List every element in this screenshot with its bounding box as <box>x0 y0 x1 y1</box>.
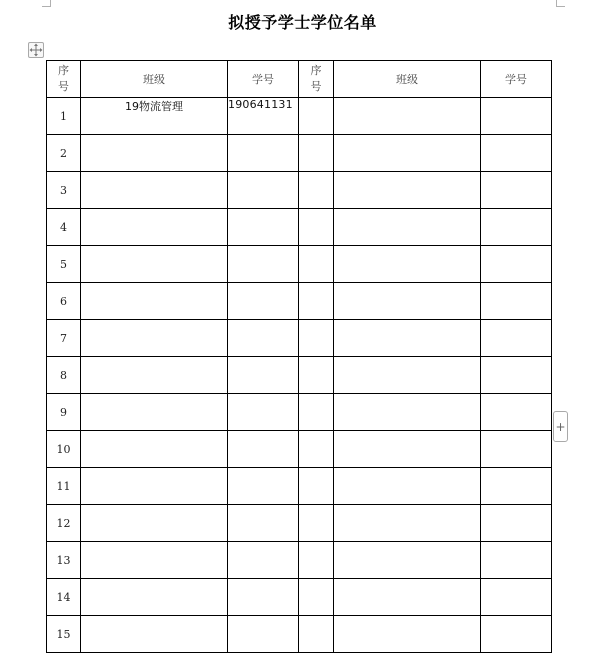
row-number-cell: 14 <box>47 579 81 616</box>
table-row <box>47 172 552 209</box>
page-corner-mark-left <box>42 0 51 7</box>
student-id-cell-right[interactable] <box>481 468 552 505</box>
class-cell[interactable] <box>81 209 228 246</box>
row-number-cell: 2 <box>47 135 81 172</box>
header-seq-left <box>47 61 81 98</box>
student-id-cell-right[interactable] <box>481 320 552 357</box>
table-row <box>47 431 552 468</box>
student-id-cell-right[interactable] <box>481 616 552 653</box>
class-cell-right[interactable] <box>334 579 481 616</box>
class-cell-right[interactable] <box>334 98 481 135</box>
table-row <box>47 357 552 394</box>
class-cell[interactable] <box>81 505 228 542</box>
class-cell-right[interactable] <box>334 431 481 468</box>
row-number-cell-right[interactable] <box>299 172 334 209</box>
row-number-cell: 13 <box>47 542 81 579</box>
table-row <box>47 98 552 135</box>
student-id-cell-right[interactable] <box>481 98 552 135</box>
row-number-cell: 7 <box>47 320 81 357</box>
class-cell[interactable] <box>81 616 228 653</box>
student-id-cell[interactable] <box>228 505 299 542</box>
student-id-cell[interactable]: 190641131 <box>228 98 299 135</box>
student-id-cell-right[interactable] <box>481 505 552 542</box>
row-number-cell: 15 <box>47 616 81 653</box>
table-row <box>47 394 552 431</box>
page-corner-mark-right <box>556 0 565 7</box>
table-row <box>47 320 552 357</box>
header-seq-top: 序 <box>310 64 322 77</box>
student-id-cell-right[interactable] <box>481 135 552 172</box>
row-number-cell: 1 <box>47 98 81 135</box>
class-cell[interactable] <box>81 283 228 320</box>
document-title: 拟授予学士学位名单 <box>228 13 377 32</box>
table-row <box>47 135 552 172</box>
header-seq-bottom: 号 <box>58 80 69 93</box>
row-number-cell-right[interactable] <box>299 505 334 542</box>
student-id-cell-right[interactable] <box>481 172 552 209</box>
student-id-cell[interactable] <box>228 542 299 579</box>
table-row <box>47 283 552 320</box>
student-id-cell[interactable] <box>228 209 299 246</box>
class-cell-right[interactable] <box>334 172 481 209</box>
student-id-cell-right[interactable] <box>481 394 552 431</box>
row-number-cell-right[interactable] <box>299 283 334 320</box>
row-number-cell-right[interactable] <box>299 616 334 653</box>
class-cell[interactable] <box>81 135 228 172</box>
table-row <box>47 505 552 542</box>
row-number-cell-right[interactable] <box>299 357 334 394</box>
class-cell-right[interactable] <box>334 505 481 542</box>
header-student-id-right: 学号 <box>481 61 552 98</box>
table-row <box>47 246 552 283</box>
student-id-cell[interactable] <box>228 320 299 357</box>
class-cell[interactable] <box>81 431 228 468</box>
row-number-cell-right[interactable] <box>299 431 334 468</box>
student-id-cell[interactable] <box>228 579 299 616</box>
row-number-cell-right[interactable] <box>299 394 334 431</box>
student-id-cell-right[interactable] <box>481 431 552 468</box>
header-student-id-left: 学号 <box>228 61 299 98</box>
row-number-cell: 3 <box>47 172 81 209</box>
table-row <box>47 542 552 579</box>
student-id-cell-right[interactable] <box>481 209 552 246</box>
student-id-cell[interactable] <box>228 357 299 394</box>
header-class-right: 班级 <box>334 61 481 98</box>
row-number-cell: 11 <box>47 468 81 505</box>
row-number-cell: 4 <box>47 209 81 246</box>
student-id-cell[interactable] <box>228 431 299 468</box>
table-row <box>47 616 552 653</box>
row-number-cell: 9 <box>47 394 81 431</box>
student-id-cell-right[interactable] <box>481 542 552 579</box>
student-id-cell[interactable] <box>228 135 299 172</box>
row-number-cell: 12 <box>47 505 81 542</box>
student-id-cell-right[interactable] <box>481 246 552 283</box>
row-number-cell: 10 <box>47 431 81 468</box>
student-id-cell[interactable] <box>228 394 299 431</box>
class-cell[interactable] <box>81 320 228 357</box>
student-id-cell[interactable] <box>228 616 299 653</box>
class-cell-right[interactable] <box>334 542 481 579</box>
row-number-cell-right[interactable] <box>299 320 334 357</box>
student-id-cell[interactable] <box>228 246 299 283</box>
class-cell-right[interactable] <box>334 320 481 357</box>
class-cell-right[interactable] <box>334 209 481 246</box>
row-number-cell: 6 <box>47 283 81 320</box>
class-cell-right[interactable] <box>334 246 481 283</box>
table-row <box>47 209 552 246</box>
row-number-cell: 8 <box>47 357 81 394</box>
class-cell-right[interactable] <box>334 394 481 431</box>
row-number-cell-right[interactable] <box>299 98 334 135</box>
row-number-cell-right[interactable] <box>299 209 334 246</box>
row-number-cell: 5 <box>47 246 81 283</box>
header-seq-top: 序 <box>58 64 69 77</box>
student-id-cell-right[interactable] <box>481 579 552 616</box>
plus-icon: + <box>555 419 566 434</box>
class-cell-right[interactable] <box>334 357 481 394</box>
student-id-cell-right[interactable] <box>481 357 552 394</box>
row-number-cell-right[interactable] <box>299 579 334 616</box>
degree-roster-table <box>46 60 552 653</box>
row-number-cell-right[interactable] <box>299 135 334 172</box>
class-cell-right[interactable] <box>334 468 481 505</box>
class-cell[interactable] <box>81 357 228 394</box>
class-cell-right[interactable] <box>334 135 481 172</box>
class-cell[interactable] <box>81 246 228 283</box>
row-number-cell-right[interactable] <box>299 468 334 505</box>
row-number-cell-right[interactable] <box>299 246 334 283</box>
header-seq-bottom: 号 <box>310 80 322 93</box>
class-cell[interactable] <box>81 172 228 209</box>
class-cell[interactable]: 19物流管理 <box>81 98 228 135</box>
table-row <box>47 579 552 616</box>
add-column-button[interactable] <box>553 411 568 442</box>
header-seq-right <box>299 61 334 98</box>
class-cell[interactable] <box>81 542 228 579</box>
class-cell-right[interactable] <box>334 283 481 320</box>
student-id-cell[interactable] <box>228 283 299 320</box>
student-id-cell[interactable] <box>228 468 299 505</box>
student-id-cell-right[interactable] <box>481 283 552 320</box>
table-row <box>47 468 552 505</box>
row-number-cell-right[interactable] <box>299 542 334 579</box>
class-cell[interactable] <box>81 394 228 431</box>
header-class-left: 班级 <box>81 61 228 98</box>
move-arrows-icon[interactable] <box>28 42 44 58</box>
class-cell[interactable] <box>81 579 228 616</box>
student-id-cell[interactable] <box>228 172 299 209</box>
table-header-row <box>47 61 552 98</box>
class-cell[interactable] <box>81 468 228 505</box>
class-cell-right[interactable] <box>334 616 481 653</box>
